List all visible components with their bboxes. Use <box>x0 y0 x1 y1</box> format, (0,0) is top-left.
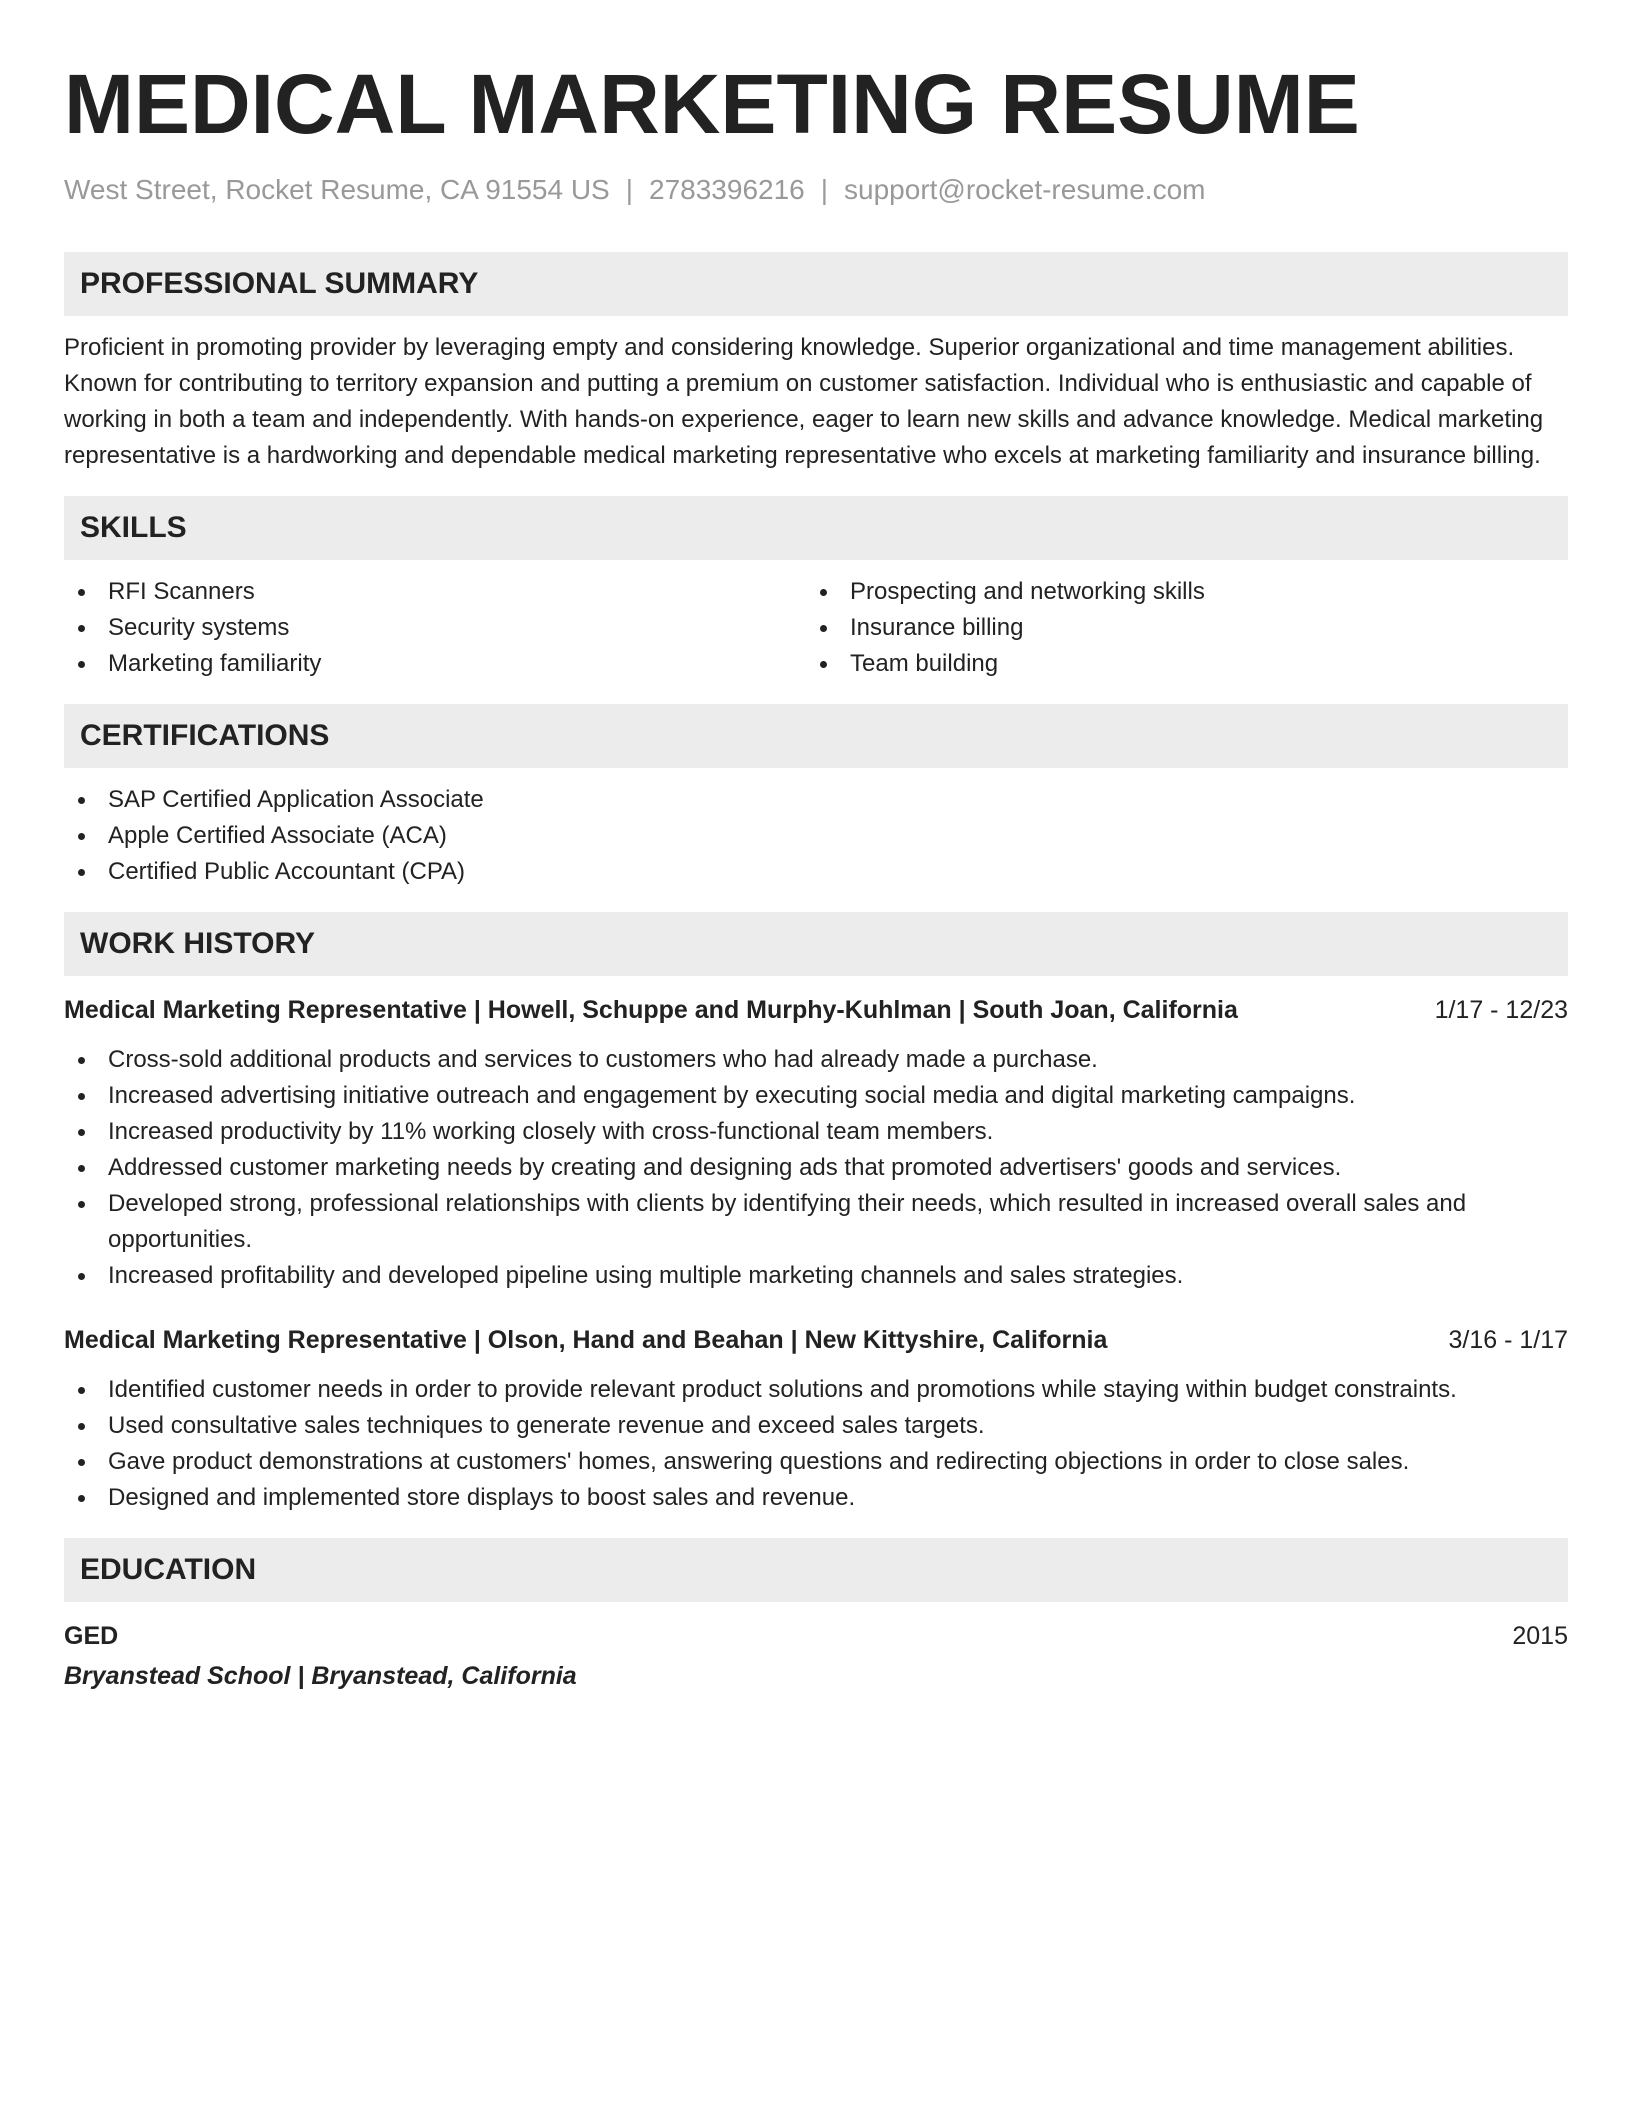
list-item: Identified customer needs in order to provide relevant product solutions and promotions while staying within budget constraints. <box>64 1372 1568 1408</box>
section-heading-certifications: CERTIFICATIONS <box>64 704 1568 768</box>
education-degree: GED <box>64 1622 119 1650</box>
job-bullets <box>64 1042 1568 1294</box>
list-item: Gave product demonstrations at customers' homes, answering questions and redirecting objections in order to close sales. <box>64 1444 1568 1480</box>
job-title: Medical Marketing Representative | Olson, Hand and Beahan | New Kittyshire, California <box>64 1326 1108 1354</box>
list-item: RFI Scanners <box>64 574 806 610</box>
skills-column-left <box>64 574 806 682</box>
contact-line <box>64 172 1568 208</box>
list-item: Team building <box>806 646 1548 682</box>
contact-phone: 2783396216 <box>649 174 805 205</box>
education-school: Bryanstead School | Bryanstead, California <box>64 1662 577 1690</box>
list-item: Cross-sold additional products and services to customers who had already made a purchase. <box>64 1042 1568 1078</box>
list-item: Marketing familiarity <box>64 646 806 682</box>
resume-title: MEDICAL MARKETING RESUME <box>64 57 1360 151</box>
education-year: 2015 <box>1512 1622 1568 1650</box>
section-heading-summary: PROFESSIONAL SUMMARY <box>64 252 1568 316</box>
section-heading-skills: SKILLS <box>64 496 1568 560</box>
list-item: Addressed customer marketing needs by creating and designing ads that promoted advertisers' goods and services. <box>64 1150 1568 1186</box>
job-header <box>64 992 1568 1028</box>
summary-text: Proficient in promoting provider by leveraging empty and considering knowledge. Superior organizational and time management abilities. Known for contributing to territory expansion and putting a premium on customer satisfaction. Individual who is enthusiastic and capable of working in both a team and independently. With hands-on experience, eager to learn new skills and advance knowledge. Medical marketing representative is a hardworking and dependable medical marketing representative who excels at marketing familiarity and insurance billing. <box>64 334 1544 469</box>
section-heading-education: EDUCATION <box>64 1538 1568 1602</box>
list-item: Insurance billing <box>806 610 1548 646</box>
contact-separator: | <box>820 174 829 205</box>
list-item: Apple Certified Associate (ACA) <box>64 818 1568 854</box>
list-item: SAP Certified Application Associate <box>64 782 1568 818</box>
contact-separator: | <box>625 174 634 205</box>
skills-list <box>64 574 1568 682</box>
list-item: Prospecting and networking skills <box>806 574 1548 610</box>
list-item: Security systems <box>64 610 806 646</box>
certifications-list <box>64 782 1568 890</box>
list-item: Increased advertising initiative outreach and engagement by executing social media and digital marketing campaigns. <box>64 1078 1568 1114</box>
list-item: Increased productivity by 11% working closely with cross-functional team members. <box>64 1114 1568 1150</box>
section-heading-work-history: WORK HISTORY <box>64 912 1568 976</box>
list-item: Designed and implemented store displays to boost sales and revenue. <box>64 1480 1568 1516</box>
job-header <box>64 1322 1568 1358</box>
contact-address: West Street, Rocket Resume, CA 91554 US <box>64 174 610 205</box>
list-item: Certified Public Accountant (CPA) <box>64 854 1568 890</box>
job-dates: 3/16 - 1/17 <box>1448 1326 1568 1354</box>
job-bullets <box>64 1372 1568 1516</box>
skills-column-right <box>806 574 1548 682</box>
education-header <box>64 1618 1568 1654</box>
job-dates: 1/17 - 12/23 <box>1434 996 1568 1024</box>
job-title: Medical Marketing Representative | Howell, Schuppe and Murphy-Kuhlman | South Joan, California <box>64 996 1238 1024</box>
list-item: Increased profitability and developed pipeline using multiple marketing channels and sales strategies. <box>64 1258 1568 1294</box>
list-item: Developed strong, professional relationships with clients by identifying their needs, which resulted in increased overall sales and opportunities. <box>64 1186 1568 1258</box>
contact-email: support@rocket-resume.com <box>844 174 1206 205</box>
list-item: Used consultative sales techniques to generate revenue and exceed sales targets. <box>64 1408 1568 1444</box>
